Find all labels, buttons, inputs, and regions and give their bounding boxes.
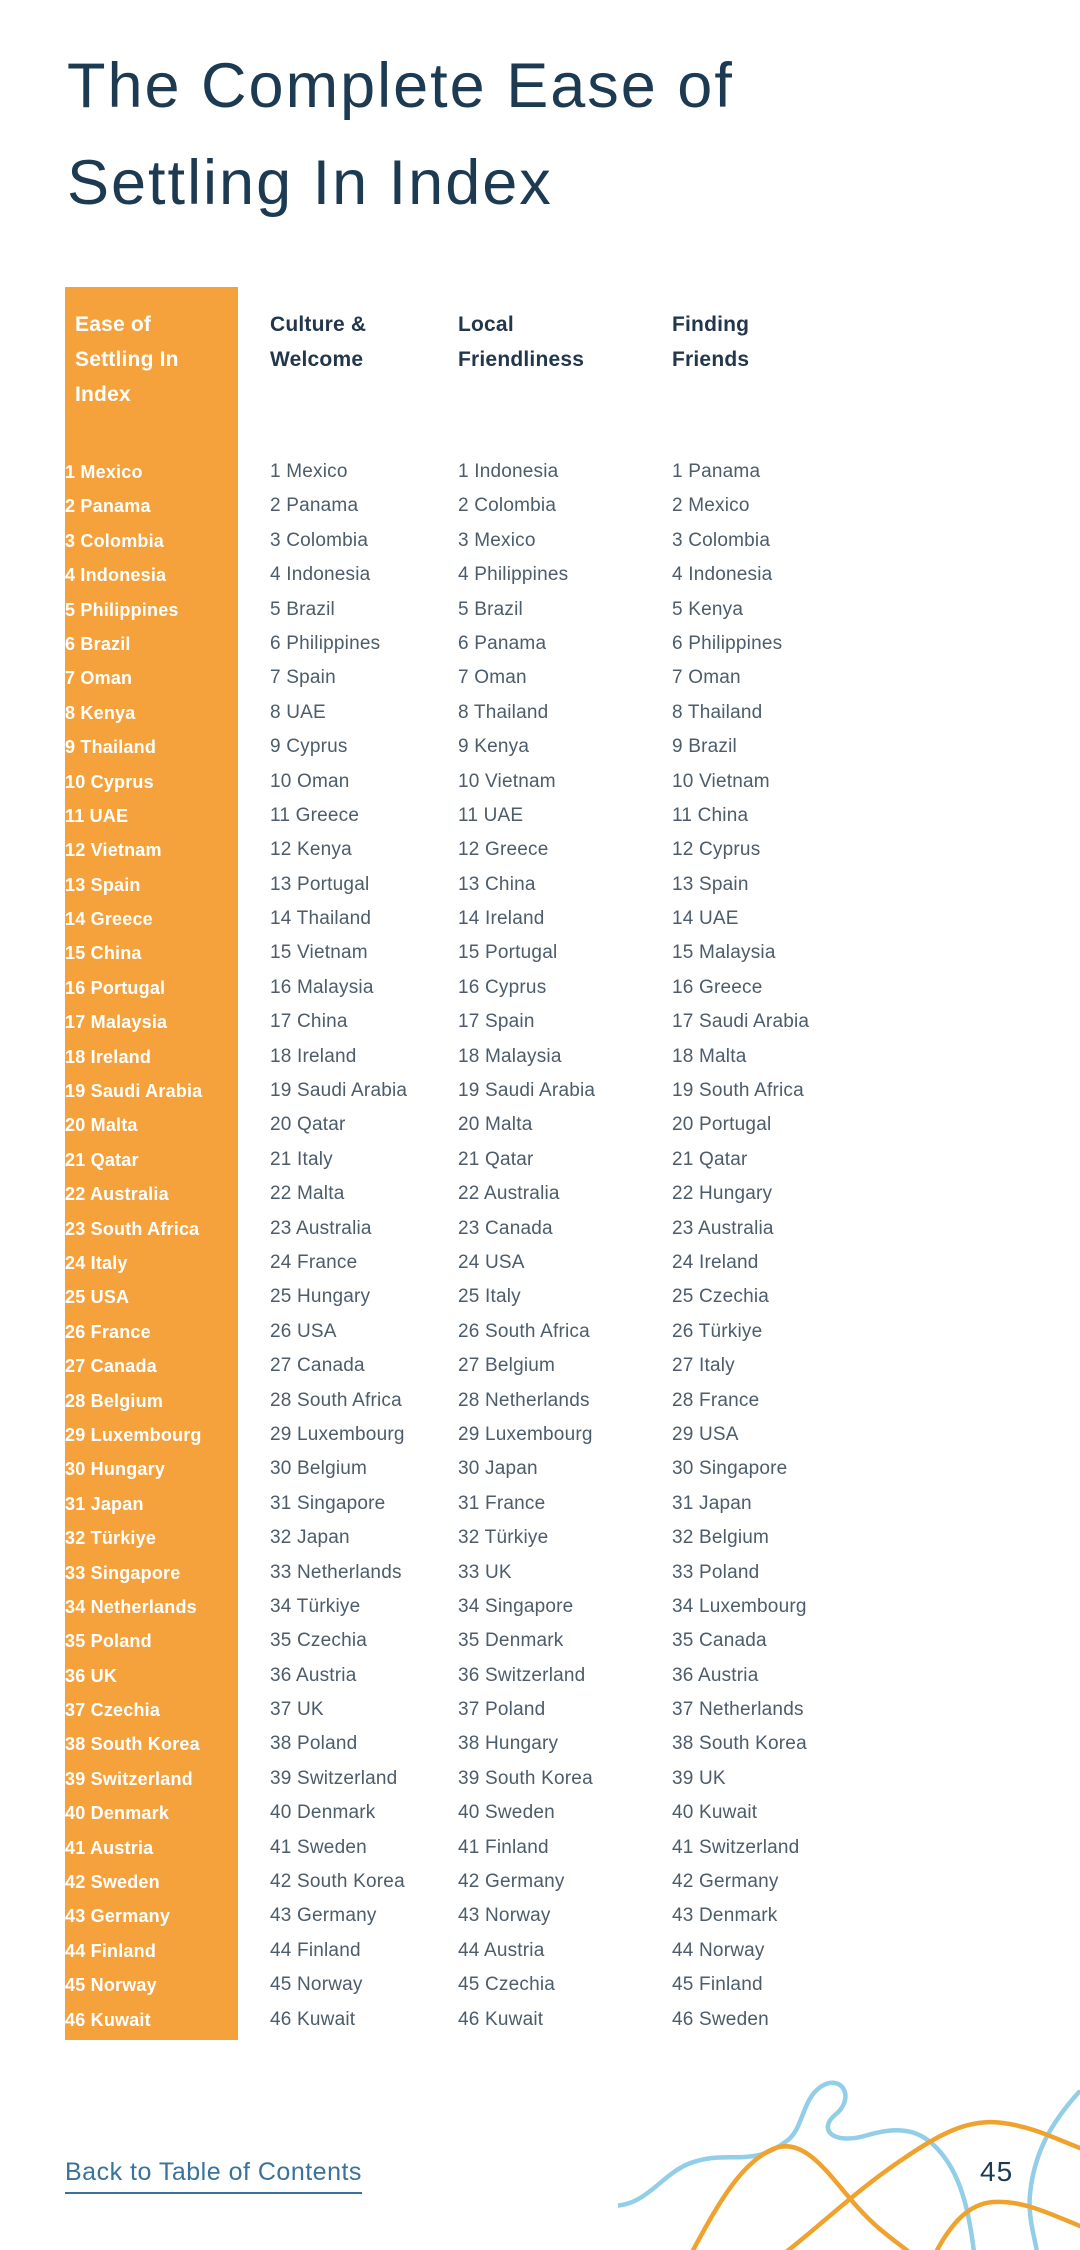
list-item: 9 Brazil <box>672 736 737 758</box>
list-item: 21 Italy <box>270 1148 333 1170</box>
list-item: 2 Mexico <box>672 495 750 517</box>
list-item: 34 Singapore <box>458 1595 574 1617</box>
list-item: 41 Switzerland <box>672 1836 800 1858</box>
list-item: 7 Oman <box>65 668 133 689</box>
list-item: 24 USA <box>458 1251 525 1273</box>
list-item: 35 Canada <box>672 1630 767 1652</box>
list-item: 11 UAE <box>65 805 129 826</box>
list-item: 8 Kenya <box>65 702 136 723</box>
list-item: 39 Switzerland <box>65 1768 193 1789</box>
list-item: 12 Greece <box>458 839 549 861</box>
page-title-line1: The Complete Ease of <box>67 51 734 121</box>
list-item: 27 Canada <box>65 1356 157 1377</box>
list-item: 11 Greece <box>270 804 360 826</box>
list-item: 46 Kuwait <box>458 2008 544 2030</box>
column-header-line: Finding <box>672 313 750 336</box>
column-header <box>672 287 892 377</box>
list-item: 23 South Africa <box>65 1218 200 1239</box>
list-item: 15 Portugal <box>458 942 558 964</box>
list-item: 26 USA <box>270 1320 337 1342</box>
list-item: 17 China <box>270 1011 348 1033</box>
list-item: 3 Colombia <box>672 529 771 551</box>
list-item: 17 Malaysia <box>65 1012 168 1033</box>
column-header-line: Friends <box>672 348 750 371</box>
column-header-line: Friendliness <box>458 348 585 371</box>
list-item: 3 Colombia <box>270 529 369 551</box>
list-item: 28 Belgium <box>65 1390 164 1411</box>
list-item: 34 Netherlands <box>65 1596 197 1617</box>
list-item: 18 Ireland <box>65 1046 152 1067</box>
list-item: 32 Belgium <box>672 1527 770 1549</box>
list-item: 9 Cyprus <box>270 736 348 758</box>
list-item: 39 UK <box>672 1767 726 1789</box>
list-item: 35 Denmark <box>458 1630 564 1652</box>
list-item: 16 Portugal <box>65 977 166 998</box>
list-item: 43 Denmark <box>672 1905 778 1927</box>
list-item: 33 Poland <box>672 1561 760 1583</box>
list-item: 35 Czechia <box>270 1630 368 1652</box>
list-item: 17 Saudi Arabia <box>672 1011 810 1033</box>
list-item: 28 Netherlands <box>458 1389 590 1411</box>
list-item: 1 Panama <box>672 461 761 482</box>
ranking-list <box>672 455 892 2037</box>
list-item: 31 France <box>458 1492 546 1514</box>
list-item: 43 Germany <box>270 1905 377 1927</box>
list-item: 37 Poland <box>458 1699 546 1721</box>
list-item: 3 Mexico <box>458 529 536 551</box>
list-item: 5 Philippines <box>65 599 179 620</box>
list-item: 18 Malaysia <box>458 1045 562 1067</box>
list-item: 2 Panama <box>270 495 359 517</box>
list-item: 25 USA <box>65 1287 130 1308</box>
list-item: 4 Philippines <box>458 564 569 586</box>
list-item: 23 Australia <box>270 1217 372 1239</box>
list-item: 9 Kenya <box>458 736 530 758</box>
list-item: 33 Singapore <box>65 1562 181 1583</box>
list-item: 8 UAE <box>270 701 326 723</box>
list-item: 37 UK <box>270 1699 324 1721</box>
list-item: 7 Spain <box>270 667 336 689</box>
column-header-line: Welcome <box>270 348 364 371</box>
list-item: 43 Norway <box>458 1905 551 1927</box>
list-item: 26 France <box>65 1321 151 1342</box>
list-item: 20 Malta <box>458 1114 533 1136</box>
list-item: 14 Thailand <box>270 908 372 930</box>
list-item: 27 Canada <box>270 1355 365 1377</box>
list-item: 29 USA <box>672 1423 739 1445</box>
list-item: 11 China <box>672 804 749 826</box>
list-item: 10 Cyprus <box>65 771 154 792</box>
list-item: 31 Japan <box>672 1492 752 1514</box>
list-item: 15 Vietnam <box>270 942 368 964</box>
ranking-column-ease <box>65 287 238 2040</box>
list-item: 1 Indonesia <box>458 461 559 482</box>
list-item: 22 Australia <box>458 1183 560 1205</box>
column-header-line: Ease of <box>75 313 152 336</box>
list-item: 42 Germany <box>458 1871 565 1893</box>
list-item: 39 Switzerland <box>270 1767 398 1789</box>
list-item: 14 UAE <box>672 908 739 930</box>
list-item: 16 Greece <box>672 976 763 998</box>
list-item: 25 Czechia <box>672 1286 770 1308</box>
list-item: 41 Austria <box>65 1837 154 1858</box>
list-item: 32 Türkiye <box>458 1527 549 1549</box>
list-item: 4 Indonesia <box>672 564 773 586</box>
ranking-list <box>270 455 456 2037</box>
list-item: 20 Qatar <box>270 1114 346 1136</box>
list-item: 32 Türkiye <box>65 1528 157 1549</box>
list-item: 34 Luxembourg <box>672 1595 807 1617</box>
list-item: 20 Portugal <box>672 1114 772 1136</box>
list-item: 16 Malaysia <box>270 976 374 998</box>
list-item: 29 Luxembourg <box>65 1424 202 1445</box>
list-item: 21 Qatar <box>65 1149 139 1170</box>
list-item: 28 France <box>672 1389 760 1411</box>
list-item: 32 Japan <box>270 1527 350 1549</box>
list-item: 23 Canada <box>458 1217 553 1239</box>
page-title-line2: Settling In Index <box>67 148 553 218</box>
list-item: 43 Germany <box>65 1906 171 1927</box>
list-item: 13 Spain <box>672 873 749 895</box>
list-item: 2 Panama <box>65 496 151 517</box>
list-item: 6 Philippines <box>270 632 381 654</box>
column-header-line: Settling In <box>75 348 179 371</box>
list-item: 14 Greece <box>65 909 153 930</box>
ranking-column-friends <box>672 287 892 2030</box>
list-item: 46 Sweden <box>672 2008 769 2030</box>
list-item: 24 Italy <box>65 1252 128 1273</box>
decorative-curves-graphic <box>618 2054 1080 2250</box>
list-item: 21 Qatar <box>458 1148 534 1170</box>
list-item: 31 Japan <box>65 1493 144 1514</box>
ranking-list <box>458 455 670 2037</box>
list-item: 40 Kuwait <box>672 1802 758 1824</box>
list-item: 5 Brazil <box>270 598 335 620</box>
list-item: 42 Sweden <box>65 1872 160 1893</box>
column-header-line: Culture & <box>270 313 367 336</box>
list-item: 33 UK <box>458 1561 512 1583</box>
list-item: 12 Vietnam <box>65 840 162 861</box>
list-item: 13 Spain <box>65 874 141 895</box>
list-item: 24 France <box>270 1251 358 1273</box>
list-item: 19 Saudi Arabia <box>270 1080 408 1102</box>
list-item: 25 Hungary <box>270 1286 371 1308</box>
list-item: 36 UK <box>65 1665 118 1686</box>
list-item: 33 Netherlands <box>270 1561 402 1583</box>
list-item: 26 South Africa <box>458 1320 590 1342</box>
list-item: 5 Kenya <box>672 598 744 620</box>
column-header-line: Local <box>458 313 514 336</box>
list-item: 21 Qatar <box>672 1148 748 1170</box>
list-item: 44 Finland <box>270 1939 361 1961</box>
list-item: 1 Mexico <box>65 462 143 482</box>
column-header <box>270 287 456 377</box>
list-item: 45 Norway <box>65 1975 157 1996</box>
list-item: 16 Cyprus <box>458 976 547 998</box>
list-item: 27 Italy <box>672 1355 735 1377</box>
list-item: 27 Belgium <box>458 1355 556 1377</box>
list-item: 37 Netherlands <box>672 1699 804 1721</box>
list-item: 17 Spain <box>458 1011 535 1033</box>
list-item: 4 Indonesia <box>270 564 371 586</box>
list-item: 18 Malta <box>672 1045 747 1067</box>
list-item: 25 Italy <box>458 1286 521 1308</box>
list-item: 40 Denmark <box>65 1803 170 1824</box>
column-header-line: Index <box>75 383 131 406</box>
list-item: 6 Panama <box>458 632 547 654</box>
ranking-column-local <box>458 287 670 2030</box>
list-item: 30 Belgium <box>270 1458 368 1480</box>
list-item: 12 Kenya <box>270 839 352 861</box>
list-item: 4 Indonesia <box>65 565 167 586</box>
list-item: 6 Philippines <box>672 632 783 654</box>
list-item: 44 Finland <box>65 1940 157 1961</box>
list-item: 37 Czechia <box>65 1700 161 1721</box>
list-item: 18 Ireland <box>270 1045 357 1067</box>
list-item: 24 Ireland <box>672 1251 759 1273</box>
column-header <box>458 287 670 377</box>
list-item: 6 Brazil <box>65 633 131 654</box>
list-item: 15 Malaysia <box>672 942 776 964</box>
list-item: 19 South Africa <box>672 1080 804 1102</box>
page-title <box>67 38 734 232</box>
list-item: 15 China <box>65 943 142 964</box>
list-item: 7 Oman <box>458 667 527 689</box>
list-item: 36 Switzerland <box>458 1664 586 1686</box>
list-item: 20 Malta <box>65 1115 138 1136</box>
list-item: 8 Thailand <box>458 701 549 723</box>
list-item: 34 Türkiye <box>270 1595 361 1617</box>
list-item: 22 Australia <box>65 1184 169 1205</box>
list-item: 14 Ireland <box>458 908 545 930</box>
list-item: 42 Germany <box>672 1871 779 1893</box>
list-item: 30 Japan <box>458 1458 538 1480</box>
list-item: 30 Hungary <box>65 1459 166 1480</box>
list-item: 5 Brazil <box>458 598 523 620</box>
list-item: 35 Poland <box>65 1631 152 1652</box>
list-item: 11 UAE <box>458 804 524 826</box>
ranking-column-culture <box>270 287 456 2030</box>
list-item: 13 Portugal <box>270 873 370 895</box>
list-item: 36 Austria <box>270 1664 357 1686</box>
list-item: 40 Denmark <box>270 1802 376 1824</box>
list-item: 42 South Korea <box>270 1871 405 1893</box>
list-item: 30 Singapore <box>672 1458 788 1480</box>
column-header <box>75 287 238 412</box>
list-item: 13 China <box>458 873 536 895</box>
list-item: 45 Finland <box>672 1974 763 1996</box>
list-item: 38 Poland <box>270 1733 358 1755</box>
list-item: 44 Austria <box>458 1939 545 1961</box>
list-item: 44 Norway <box>672 1939 765 1961</box>
list-item: 2 Colombia <box>458 495 557 517</box>
list-item: 26 Türkiye <box>672 1320 763 1342</box>
list-item: 40 Sweden <box>458 1802 555 1824</box>
list-item: 7 Oman <box>672 667 741 689</box>
list-item: 38 South Korea <box>672 1733 807 1755</box>
list-item: 28 South Africa <box>270 1389 402 1411</box>
list-item: 41 Finland <box>458 1836 549 1858</box>
list-item: 38 Hungary <box>458 1733 559 1755</box>
list-item: 29 Luxembourg <box>458 1423 593 1445</box>
list-item: 45 Norway <box>270 1974 363 1996</box>
page-number: 45 <box>980 2156 1014 2187</box>
list-item: 10 Vietnam <box>458 770 556 792</box>
list-item: 46 Kuwait <box>65 2009 151 2030</box>
ranking-list <box>65 455 238 2037</box>
list-item: 1 Mexico <box>270 461 348 482</box>
list-item: 19 Saudi Arabia <box>458 1080 596 1102</box>
list-item: 3 Colombia <box>65 530 165 551</box>
list-item: 8 Thailand <box>672 701 763 723</box>
back-to-toc-link[interactable]: Back to Table of Contents <box>65 2158 362 2194</box>
list-item: 10 Vietnam <box>672 770 770 792</box>
list-item: 10 Oman <box>270 770 350 792</box>
list-item: 46 Kuwait <box>270 2008 356 2030</box>
list-item: 39 South Korea <box>458 1767 593 1789</box>
list-item: 29 Luxembourg <box>270 1423 405 1445</box>
list-item: 23 Australia <box>672 1217 774 1239</box>
list-item: 22 Hungary <box>672 1183 773 1205</box>
list-item: 38 South Korea <box>65 1734 200 1755</box>
list-item: 41 Sweden <box>270 1836 367 1858</box>
list-item: 36 Austria <box>672 1664 759 1686</box>
list-item: 9 Thailand <box>65 737 157 758</box>
list-item: 19 Saudi Arabia <box>65 1081 203 1102</box>
list-item: 12 Cyprus <box>672 839 761 861</box>
list-item: 31 Singapore <box>270 1492 386 1514</box>
list-item: 45 Czechia <box>458 1974 556 1996</box>
list-item: 22 Malta <box>270 1183 345 1205</box>
